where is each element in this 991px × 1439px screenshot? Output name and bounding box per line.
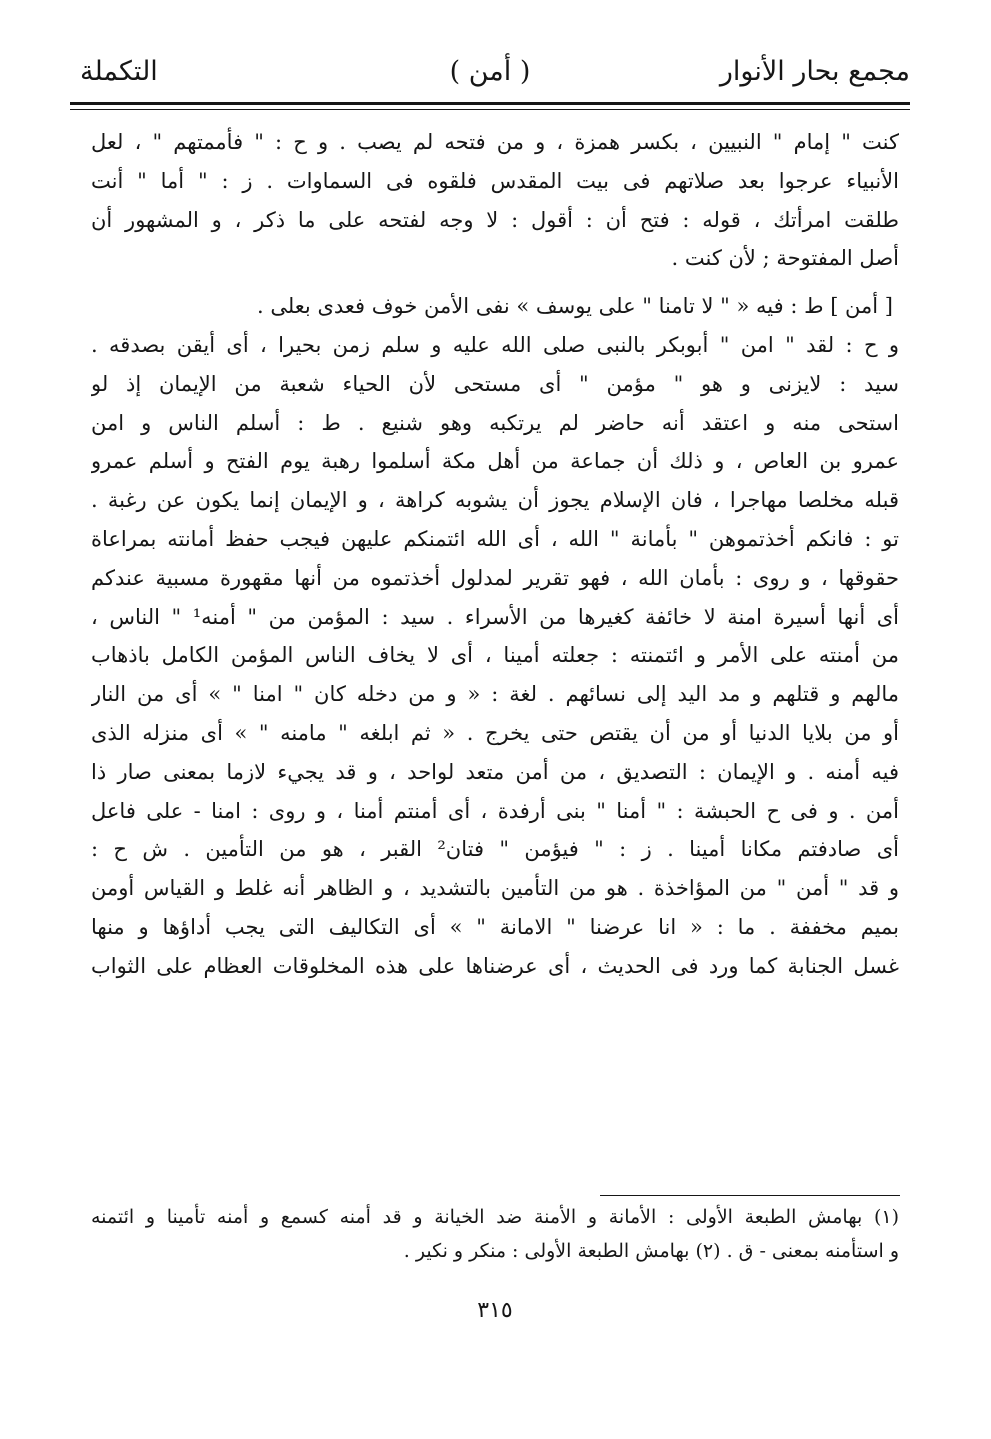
text-line-16: أو من بلايا الدنيا أو من أن يقتص حتى يخرج . « ثم ابلغه " مامنه " » أى منزله الذى (91, 720, 899, 745)
text-line-6: و ح : لقد " امن " أبوبكر بالنبى صلى الله عليه و سلم زمن بحيرا ، أى أيقن بصدقه . (91, 332, 899, 357)
text-line-13: أى أنها أسيرة امنة لا خائفة كغيرها من الأسراء . سيد : المؤمن من " أمنه¹ " الناس ، (91, 604, 899, 629)
header-entry-word: ( أمن ) (449, 56, 531, 87)
text-line-11: تو : فانكم أخذتموهن " بأمانة " الله ، أى الله ائتمنكم عليهن فيجب حفظ أمانته بمراعاة (91, 526, 899, 551)
text-line-10: قبله مخلصا مهاجرا ، فان الإسلام يجوز أن يشوبه كراهة ، و الإيمان إنما يكون عن رغبة . (91, 488, 899, 513)
page-number: ٣١٥ (477, 1298, 513, 1323)
footnote-line-1: (١) بهامش الطبعة الأولى : الأمانة و الأمنة ضد الخيانة و قد أمنه كسمع و أمنه تأمينا و ائتمنه (91, 1206, 899, 1228)
running-header (70, 44, 910, 94)
header-book-title: مجمع بحار الأنوار (719, 56, 910, 87)
text-line-17: فيه أمنه . و الإيمان : التصديق ، من أمن متعد لواحد ، و قد يجيء لازما بمعنى صار ذا (91, 759, 899, 784)
main-text (91, 123, 899, 986)
text-line-15: مالهم و قتلهم و مد اليد إلى نسائهم . لغة : « و من دخله كان " امنا " » أى من النار (91, 682, 899, 707)
text-line-5: [ أمن ] ط : فيه « " لا تامنا " على يوسف » نفى الأمن خوف فعدى بعلى . (257, 294, 893, 319)
text-line-9: عمرو بن العاص ، و ذلك أن جماعة من أهل مكة أسلموا رهبة يوم الفتح و أسلم عمرو (91, 449, 899, 474)
text-line-20: و قد " أمن " من المؤاخذة . هو من التأمين بالتشديد ، و الظاهر أنه غلط و القياس أومن (91, 876, 899, 901)
text-line-8: استحى منه و اعتقد أنه حاضر لم يرتكبه وهو شنيع . ط : أسلم الناس و امن (91, 410, 899, 435)
text-line-4: أصل المفتوحة ; لأن كنت . (671, 246, 899, 271)
text-line-1: كنت " إمام " النبيين ، بكسر همزة ، و من فتحه لم يصب . و ح : " فأممتهم " ، لعل (91, 130, 899, 154)
header-rule-thin (70, 109, 910, 110)
footnote-separator (600, 1195, 900, 1196)
header-rule-thick (70, 102, 910, 105)
text-line-14: من أمنته على الأمر و ائتمنته : جعلته أمينا ، أى لا يخاف الناس المؤمن الكامل باذهاب (91, 643, 899, 668)
text-line-2: الأنبياء عرجوا بعد صلاتهم فى بيت المقدس فلقوه فى السماوات . ز : " أما " أنت (91, 168, 899, 193)
text-line-21: بميم مخففة . ما : « انا عرضنا " الامانة " » أى التكاليف التى يجب أداؤها و منها (91, 914, 899, 939)
text-line-12: حقوقها ، و روى : بأمان الله ، فهو تقرير لمدلول أخذتموه من أنها مقهورة مسبية عندكم (91, 565, 899, 590)
text-line-3: طلقت امرأتك ، قوله : فتح أن : أقول : لا وجه لفتحه على ما ذكر ، و المشهور أن (91, 207, 899, 232)
text-line-19: أى صادفتم مكانا أمينا . ز : " فيؤمن " فتان² القبر ، هو من التأمين . ش ح : (91, 837, 899, 862)
text-line-18: أمن . و فى ح الحبشة : " أمنا " بنى أرفدة ، أى أمنتم أمنا ، و روى : امنا - على فاعل (91, 798, 899, 823)
text-line-7: سيد : لايزنى و هو " مؤمن " أى مستحى لأن الحياء شعبة من الإيمان إذ لو (91, 371, 899, 396)
footnote-line-2: و استأمنه بمعنى - ق . (٢) بهامش الطبعة الأولى : منكر و نكير . (403, 1240, 899, 1262)
footnotes (91, 1200, 899, 1268)
header-section-title: التكملة (80, 56, 158, 87)
text-line-22: غسل الجنابة كما ورد فى الحديث ، أى عرضناها على هذه المخلوقات العظام على الثواب (91, 953, 899, 978)
